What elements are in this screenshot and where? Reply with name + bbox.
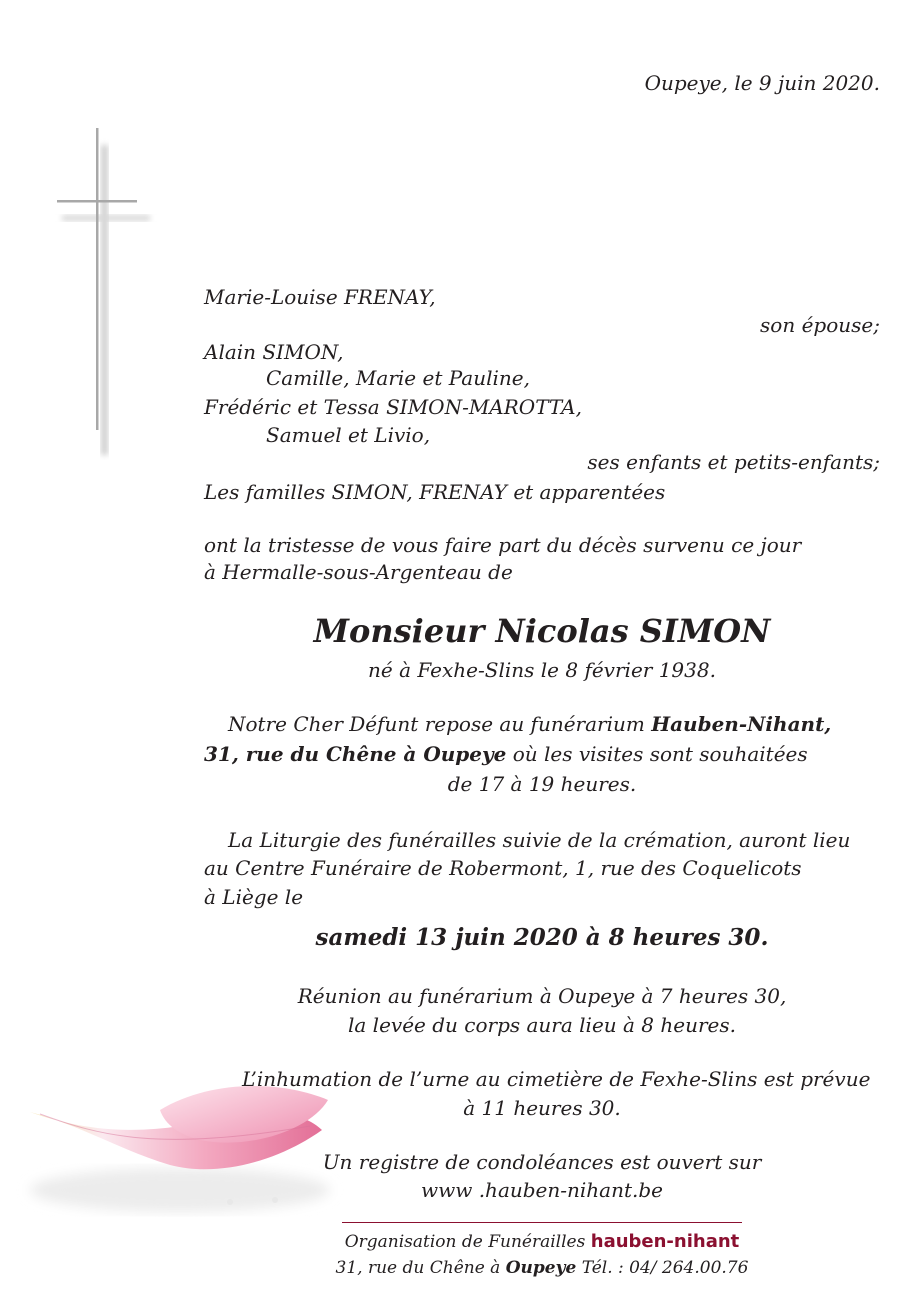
funeral-home-name: Hauben-Nihant,	[651, 712, 832, 736]
brand-logo: hauben-nihant	[590, 1231, 740, 1252]
visitation-hours: de 17 à 19 heures.	[447, 772, 637, 796]
announcement-line2: à Hermalle-sous-Argenteau de	[204, 560, 513, 584]
child2-children: Samuel et Livio,	[266, 423, 431, 447]
families-line: Les familles SIMON, FRENAY et apparentées	[204, 480, 666, 504]
children-relation: ses enfants et petits-enfants;	[587, 450, 880, 474]
place-date: Oupeye, le 9 juin 2020.	[644, 71, 880, 95]
burial-line2: à 11 heures 30.	[463, 1096, 621, 1120]
child1-children: Camille, Marie et Pauline,	[266, 366, 530, 390]
spouse-name: Marie-Louise FRENAY,	[204, 285, 436, 309]
child1-name: Alain SIMON,	[204, 340, 344, 364]
gathering-line1: Réunion au funérarium à Oupeye à 7 heures 30,	[297, 984, 787, 1008]
condolences-line1: Un registre de condoléances est ouvert sur	[322, 1150, 762, 1174]
deceased-name: Monsieur Nicolas SIMON	[313, 612, 771, 650]
funeral-home-address: 31, rue du Chêne à Oupeye	[204, 742, 507, 766]
deceased-birth: né à Fexhe-Slins le 8 février 1938.	[368, 658, 716, 682]
gathering-line2: la levée du corps aura lieu à 8 heures.	[348, 1013, 736, 1037]
cross-decoration	[50, 120, 160, 460]
liturgy-line3: à Liège le	[204, 885, 304, 909]
spouse-relation: son épouse;	[760, 313, 880, 337]
burial-line1: L’inhumation de l’urne au cimetière de Fexhe-Slins est prévue	[242, 1067, 871, 1091]
liturgy-line1: La Liturgie des funérailles suivie de la crémation, auront lieu	[228, 828, 851, 852]
footer-org: Organisation de Funérailles hauben-nihant	[344, 1231, 740, 1252]
child2-name: Frédéric et Tessa SIMON-MAROTTA,	[204, 395, 582, 419]
ceremony-datetime: samedi 13 juin 2020 à 8 heures 30.	[315, 924, 769, 951]
announcement-line1: ont la tristesse de vous faire part du décès survenu ce jour	[204, 533, 802, 557]
footer-divider	[342, 1222, 742, 1223]
liturgy-line2: au Centre Funéraire de Robermont, 1, rue des Coquelicots	[204, 856, 802, 880]
visitation-line1: Notre Cher Défunt repose au funérarium Hauben-Nihant,	[228, 712, 832, 736]
condolences-website[interactable]: www .hauben-nihant.be	[420, 1178, 664, 1202]
footer-address: 31, rue du Chêne à Oupeye Tél. : 04/ 264.00.76	[335, 1258, 749, 1278]
visitation-line2: 31, rue du Chêne à Oupeye où les visites sont souhaitées	[204, 742, 808, 766]
